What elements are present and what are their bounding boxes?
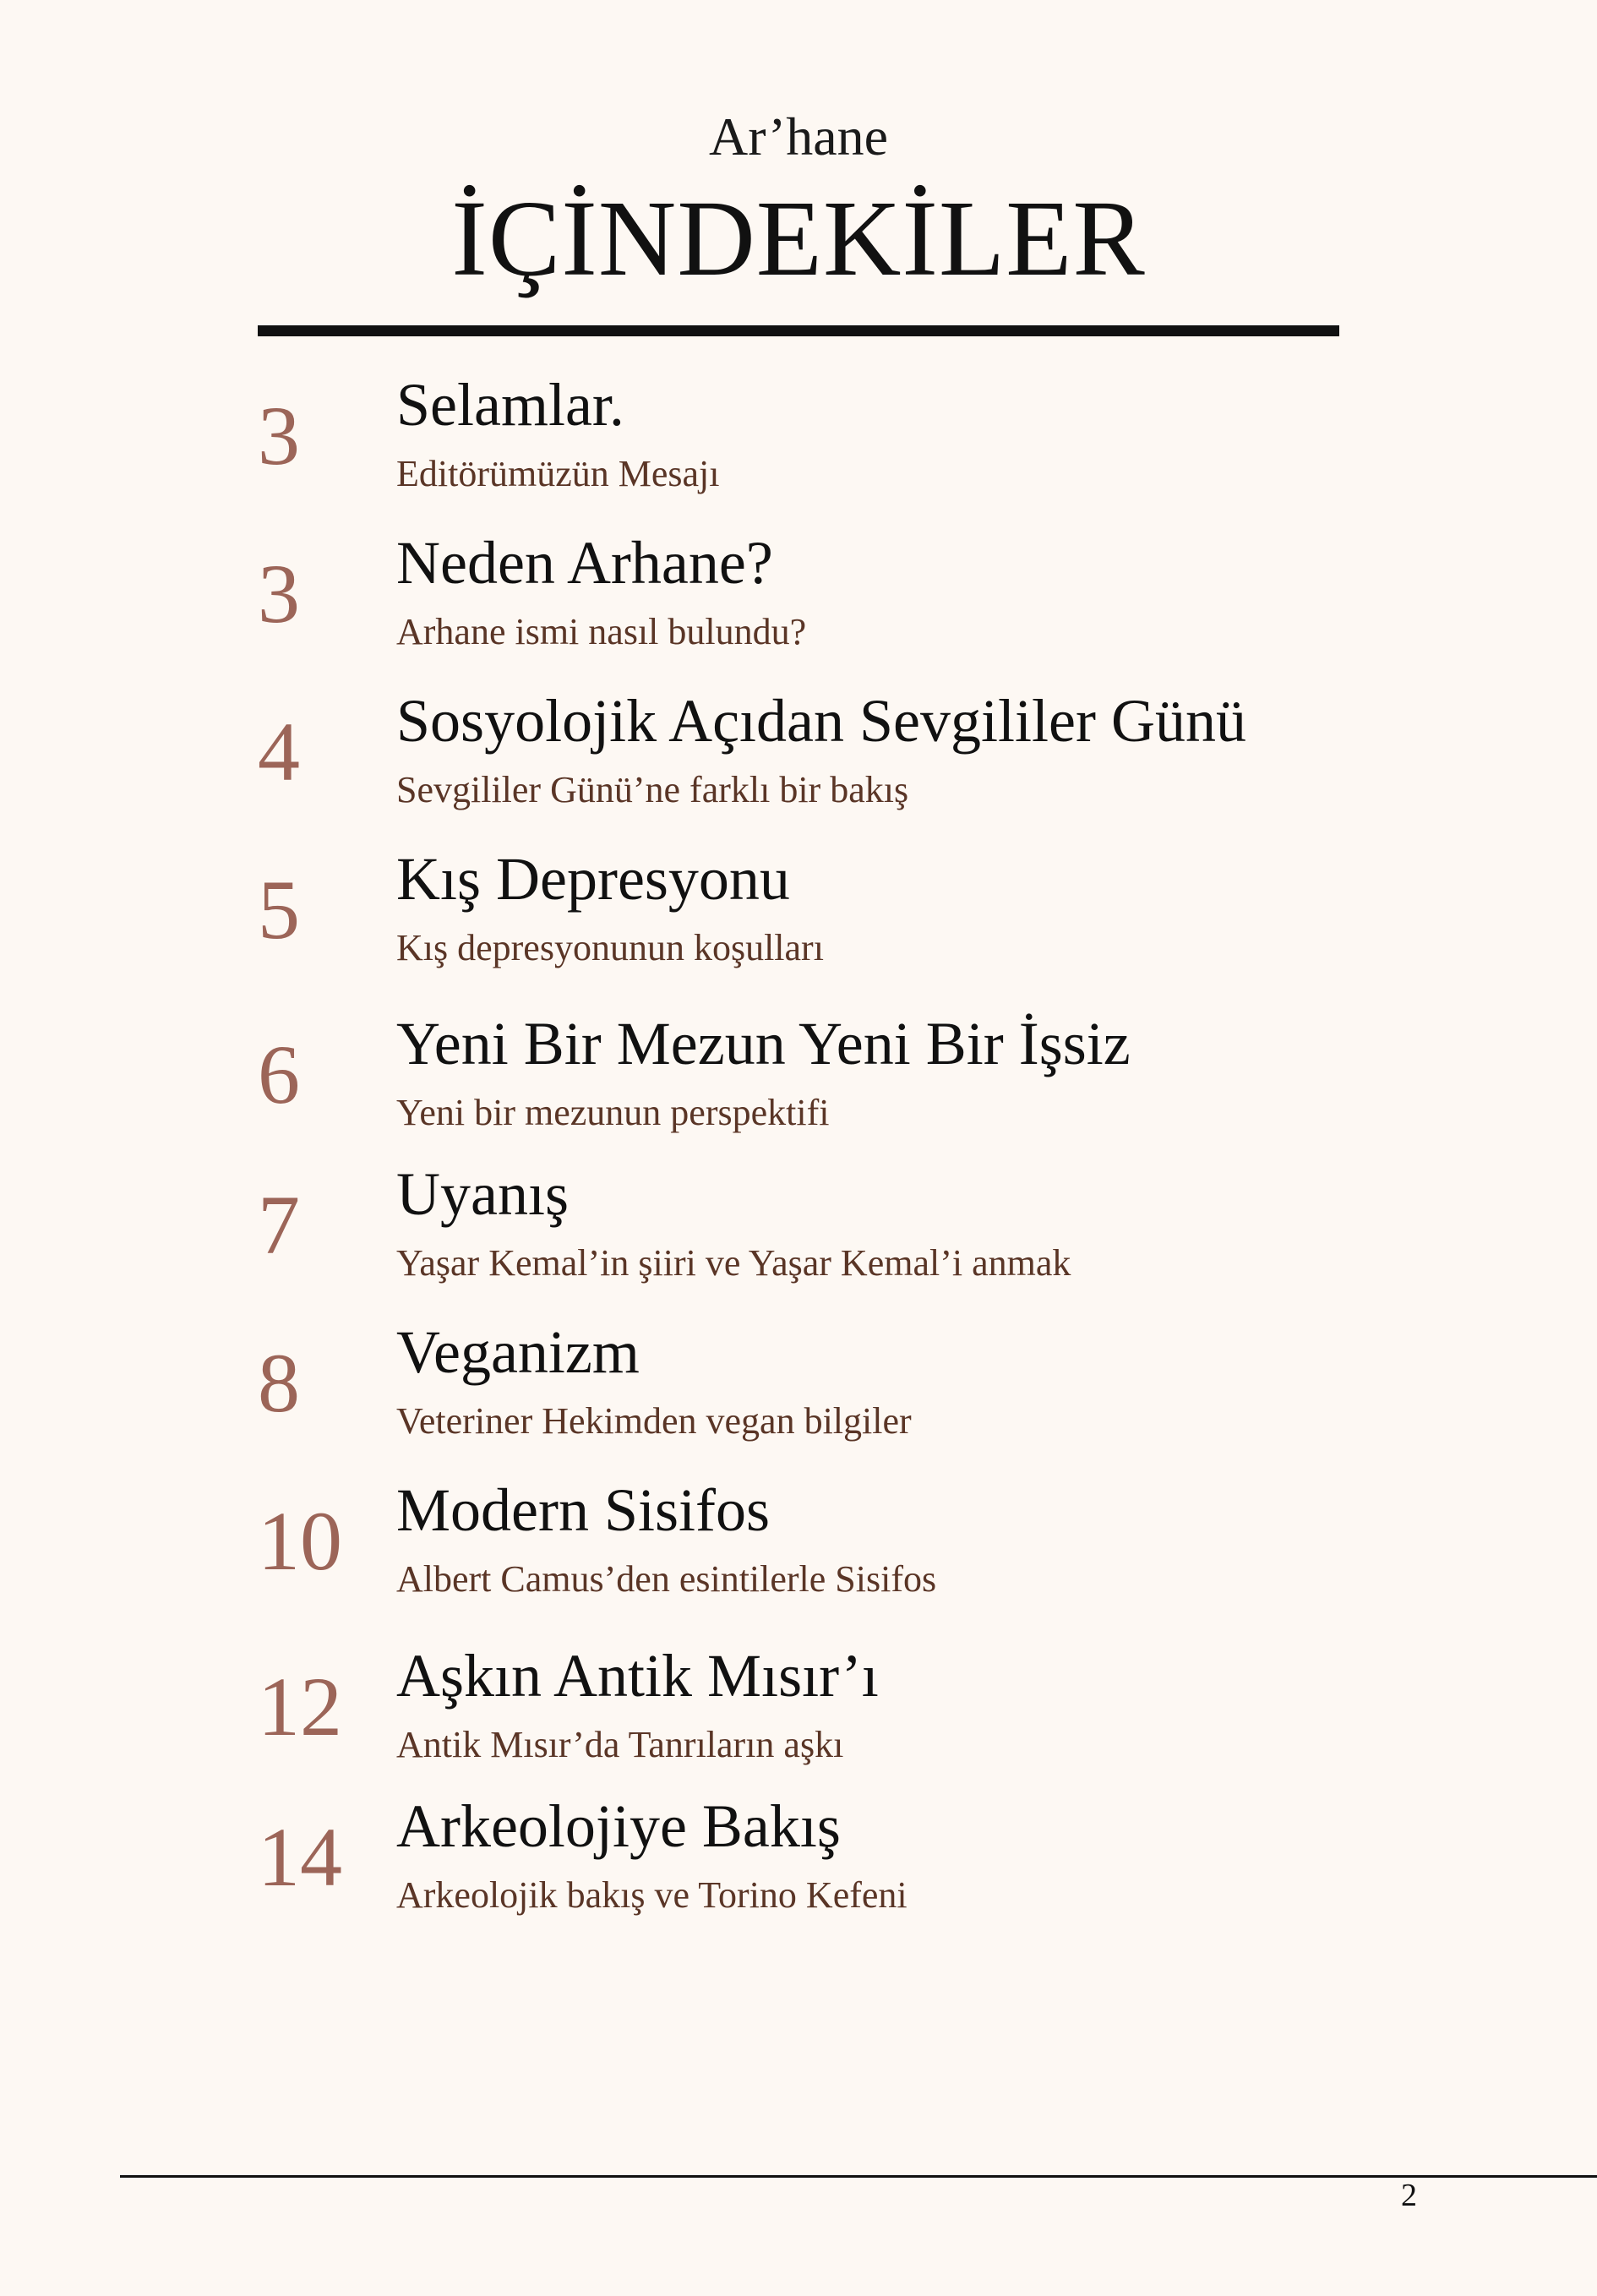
toc-title: Aşkın Antik Mısır’ı	[396, 1642, 879, 1710]
toc-title: Veganizm	[396, 1318, 640, 1386]
toc-entry[interactable]	[258, 1161, 1441, 1313]
toc-page-number: 6	[258, 1028, 300, 1121]
toc-title: Modern Sisifos	[396, 1476, 771, 1544]
toc-entry[interactable]	[258, 846, 1441, 998]
toc-page-number: 3	[258, 389, 300, 483]
toc-title: Uyanış	[396, 1160, 569, 1228]
footer-divider	[120, 2175, 1597, 2178]
toc-entry[interactable]	[258, 1793, 1441, 1945]
toc-title: Arkeolojiye Bakış	[396, 1792, 841, 1860]
toc-title: Yeni Bir Mezun Yeni Bir İşsiz	[396, 1010, 1131, 1077]
toc-subtitle: Antik Mısır’da Tanrıların aşkı	[396, 1724, 844, 1765]
toc-entry[interactable]	[258, 372, 1441, 524]
toc-entry[interactable]	[258, 1477, 1441, 1629]
toc-title: Selamlar.	[396, 371, 624, 439]
toc-entry[interactable]	[258, 1643, 1441, 1795]
toc-subtitle: Veteriner Hekimden vegan bilgiler	[396, 1400, 912, 1442]
toc-page-number: 10	[258, 1494, 342, 1588]
page-number: 2	[1401, 2178, 1417, 2213]
toc-page-number: 5	[258, 863, 300, 957]
toc-page-number: 4	[258, 705, 300, 799]
toc-subtitle: Arkeolojik bakış ve Torino Kefeni	[396, 1874, 908, 1916]
toc-subtitle: Arhane ismi nasıl bulundu?	[396, 611, 807, 652]
toc-subtitle: Albert Camus’den esintilerle Sisifos	[396, 1558, 937, 1600]
toc-entry[interactable]	[258, 1011, 1441, 1163]
toc-subtitle: Sevgililer Günü’ne farklı bir bakış	[396, 769, 909, 810]
toc-entry[interactable]	[258, 688, 1441, 840]
toc-page-number: 3	[258, 547, 300, 641]
toc-entry[interactable]	[258, 530, 1441, 682]
toc-subtitle: Yeni bir mezunun perspektifi	[396, 1092, 830, 1133]
page-title: İÇİNDEKİLER	[451, 178, 1146, 298]
toc-page-number: 12	[258, 1660, 342, 1753]
toc-subtitle: Yaşar Kemal’in şiiri ve Yaşar Kemal’i anmak	[396, 1242, 1071, 1284]
toc-title: Sosyolojik Açıdan Sevgililer Günü	[396, 687, 1246, 755]
toc-page-number: 8	[258, 1336, 300, 1430]
toc-entry[interactable]	[258, 1319, 1441, 1471]
magazine-name: Ar’hane	[708, 106, 889, 166]
toc-page-number: 7	[258, 1178, 300, 1272]
toc-page-number: 14	[258, 1810, 342, 1904]
toc-subtitle: Kış depresyonunun koşulları	[396, 927, 824, 968]
toc-title: Neden Arhane?	[396, 529, 773, 597]
toc-subtitle: Editörümüzün Mesajı	[396, 453, 720, 494]
toc-title: Kış Depresyonu	[396, 845, 790, 913]
